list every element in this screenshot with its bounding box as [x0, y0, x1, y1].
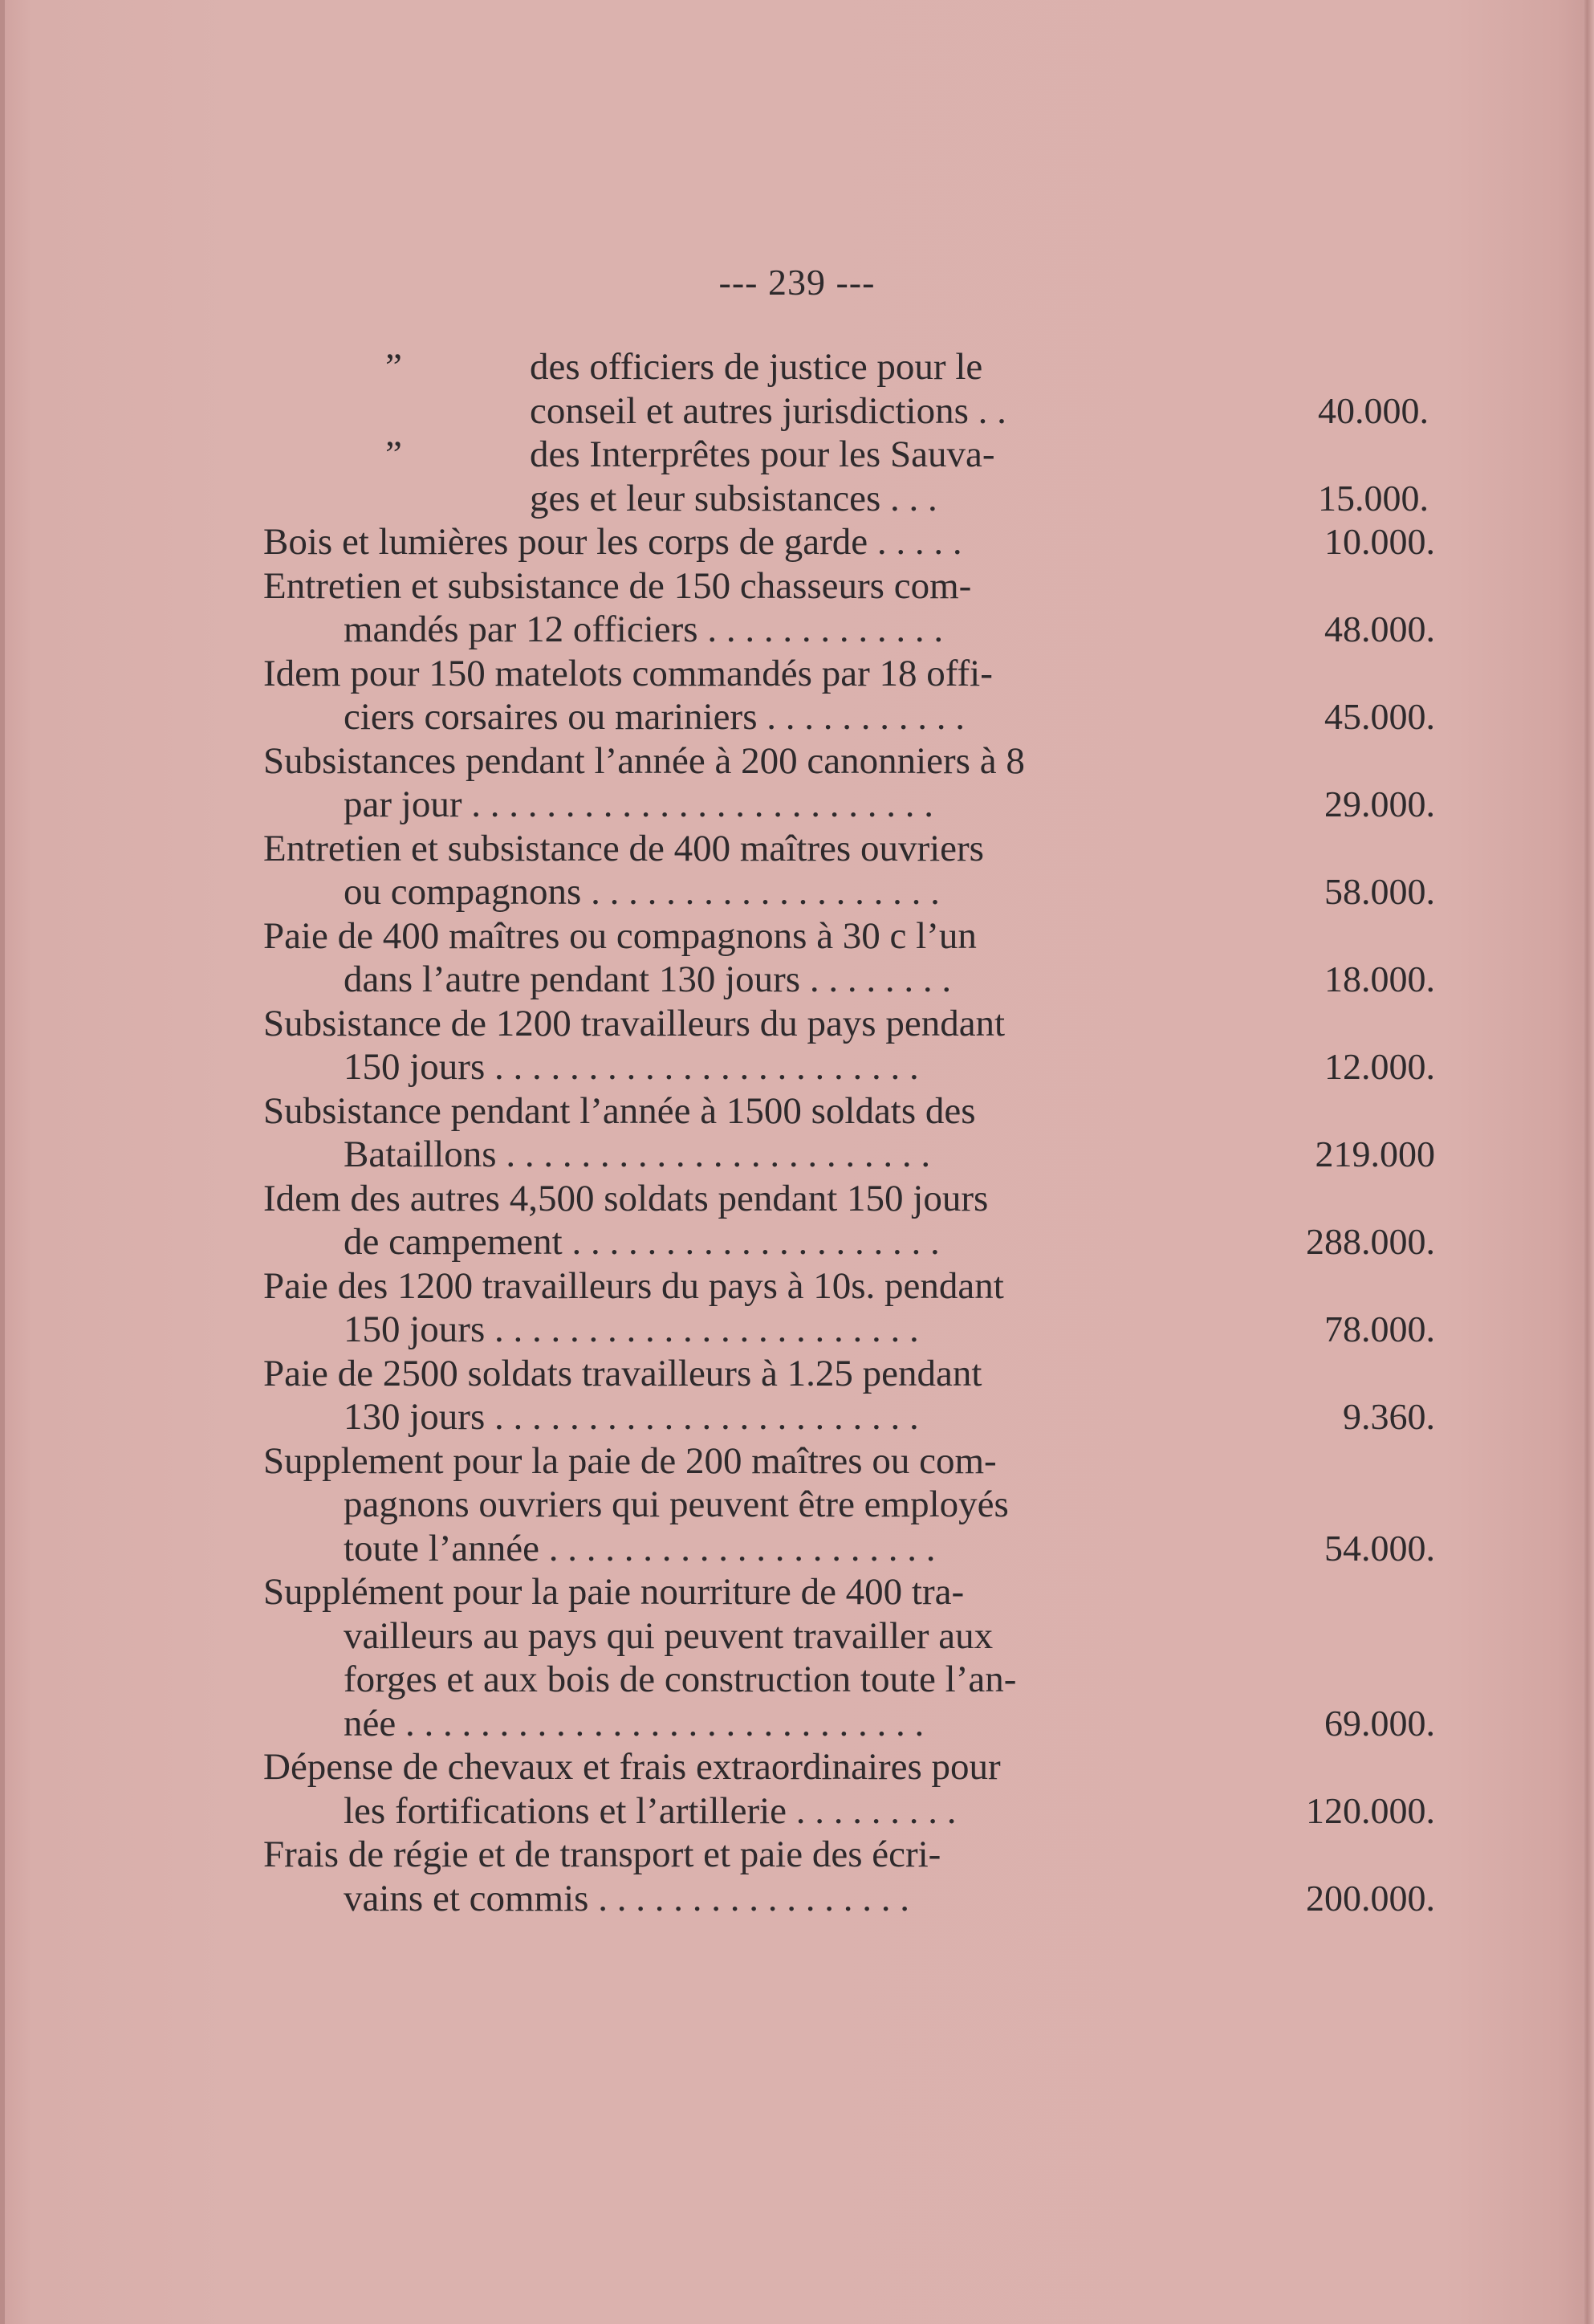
entry-amount: 69.000.	[1324, 1702, 1435, 1744]
expense-entry	[263, 564, 1435, 652]
entry-description-line: Entretien et subsistance de 400 maîtres ouvriers	[263, 827, 984, 869]
entry-amount: 78.000.	[1324, 1309, 1435, 1349]
entry-amount: 219.000	[1315, 1134, 1435, 1174]
entry-amount: 45.000.	[1324, 696, 1435, 737]
expense-entry	[263, 914, 1435, 1002]
entry-amount: 200.000.	[1306, 1877, 1435, 1919]
entry-description-line: Subsistance de 1200 travailleurs du pays pendant	[263, 1002, 1006, 1044]
entry-amount: 48.000.	[1324, 608, 1435, 649]
expense-entry	[263, 652, 1435, 739]
entry-continuation-line: forges et aux bois de construction toute l’an-	[344, 1659, 1017, 1700]
entry-continuation-line: 130 jours . . . . . . . . . . . . . . . . . . . . . . .	[344, 1396, 919, 1438]
entry-continuation-line: de campement . . . . . . . . . . . . . . . . . . . .	[344, 1221, 940, 1263]
entry-description-line: Dépense de chevaux et frais extraordinaires pour	[263, 1746, 1001, 1788]
entry-continuation-line: née . . . . . . . . . . . . . . . . . . . . . . . . . . . .	[344, 1702, 925, 1744]
entry-amount: 120.000.	[1306, 1789, 1435, 1831]
entry-description-line: Paie de 2500 soldats travailleurs à 1.25 pendant	[263, 1352, 982, 1394]
expense-entry	[263, 827, 1435, 914]
expense-list	[257, 345, 1435, 1920]
entry-continuation-line: vains et commis . . . . . . . . . . . . . . . . .	[344, 1877, 909, 1919]
entry-amount: 40.000.	[1318, 389, 1429, 431]
entry-description-line: Idem pour 150 matelots commandés par 18 offi-	[263, 652, 993, 694]
entry-continuation-line: toute l’année . . . . . . . . . . . . . . . . . . . . .	[344, 1527, 936, 1569]
page-right-edge	[1583, 0, 1594, 2324]
expense-entry	[263, 1439, 1435, 1571]
expense-entry	[263, 1177, 1435, 1264]
entry-continuation-line: vailleurs au pays qui peuvent travailler aux	[344, 1614, 994, 1657]
entry-amount: 288.000.	[1306, 1221, 1435, 1262]
entry-description-line: des officiers de justice pour le	[530, 346, 983, 388]
expense-entry	[257, 345, 1429, 433]
expense-entry	[263, 1745, 1435, 1833]
expense-entry	[257, 433, 1429, 520]
entry-description-line: Idem des autres 4,500 soldats pendant 150 jours	[263, 1177, 989, 1219]
entry-continuation-line: ciers corsaires ou mariniers . . . . . . . . . . .	[344, 696, 965, 738]
entry-continuation-line: 150 jours . . . . . . . . . . . . . . . . . . . . . . .	[344, 1309, 919, 1350]
ditto-mark: ”	[385, 346, 402, 388]
entry-amount: 12.000.	[1324, 1046, 1435, 1087]
entry-continuation-line: par jour . . . . . . . . . . . . . . . . . . . . . . . . .	[344, 783, 933, 825]
entry-continuation-line: Bataillons . . . . . . . . . . . . . . . . . . . . . . .	[344, 1134, 931, 1175]
entry-amount: 29.000.	[1324, 783, 1435, 824]
page-number: --- 239 ---	[718, 262, 876, 303]
expense-entry	[263, 520, 1435, 564]
entry-continuation-line: ou compagnons . . . . . . . . . . . . . . . . . . .	[344, 871, 940, 913]
entry-description-line: Paie des 1200 travailleurs du pays à 10s. pendant	[263, 1264, 1004, 1307]
entry-amount: 54.000.	[1324, 1527, 1435, 1569]
entry-description-line: Supplement pour la paie de 200 maîtres ou com-	[263, 1439, 997, 1482]
entry-amount: 9.360.	[1343, 1396, 1435, 1437]
entry-description-line: Entretien et subsistance de 150 chasseurs com-	[263, 564, 972, 607]
ditto-mark: ”	[385, 433, 402, 475]
entry-continuation-line: dans l’autre pendant 130 jours . . . . . . . .	[344, 958, 952, 1000]
entry-amount: 58.000.	[1324, 871, 1435, 912]
entry-amount: 10.000.	[1324, 521, 1435, 562]
entry-continuation-line: conseil et autres jurisdictions . .	[530, 389, 1006, 432]
entry-description-line: Supplément pour la paie nourriture de 400 tra-	[263, 1571, 965, 1613]
entry-description-line: Subsistances pendant l’année à 200 canonniers à 8	[263, 739, 1025, 782]
expense-entry	[263, 1089, 1435, 1177]
expense-entry	[263, 1002, 1435, 1089]
entry-continuation-line: les fortifications et l’artillerie . . . . . . . . .	[344, 1789, 957, 1832]
entry-continuation-line: mandés par 12 officiers . . . . . . . . . . . . .	[344, 608, 944, 650]
entry-continuation-line: 150 jours . . . . . . . . . . . . . . . . . . . . . . .	[344, 1046, 919, 1088]
expense-entry	[263, 1352, 1435, 1439]
entry-description-line: Frais de régie et de transport et paie des écri-	[263, 1834, 941, 1875]
entry-continuation-line: ges et leur subsistances . . .	[530, 477, 937, 519]
expense-entry	[263, 1570, 1435, 1745]
page-left-edge	[0, 0, 5, 2324]
expense-entry	[263, 739, 1435, 827]
entry-description-line: Paie de 400 maîtres ou compagnons à 30 c l’un	[263, 914, 977, 957]
entry-amount: 18.000.	[1324, 958, 1435, 999]
entry-amount: 15.000.	[1318, 477, 1429, 519]
entry-description-line: des Interprêtes pour les Sauva-	[530, 433, 995, 475]
entry-continuation-line: pagnons ouvriers qui peuvent être employés	[344, 1484, 1009, 1525]
expense-entry	[263, 1264, 1435, 1352]
entry-description-line: Subsistance pendant l’année à 1500 soldats des	[263, 1089, 976, 1132]
expense-entry	[263, 1833, 1435, 1920]
entry-description-line: Bois et lumières pour les corps de garde . . . . .	[263, 521, 962, 563]
